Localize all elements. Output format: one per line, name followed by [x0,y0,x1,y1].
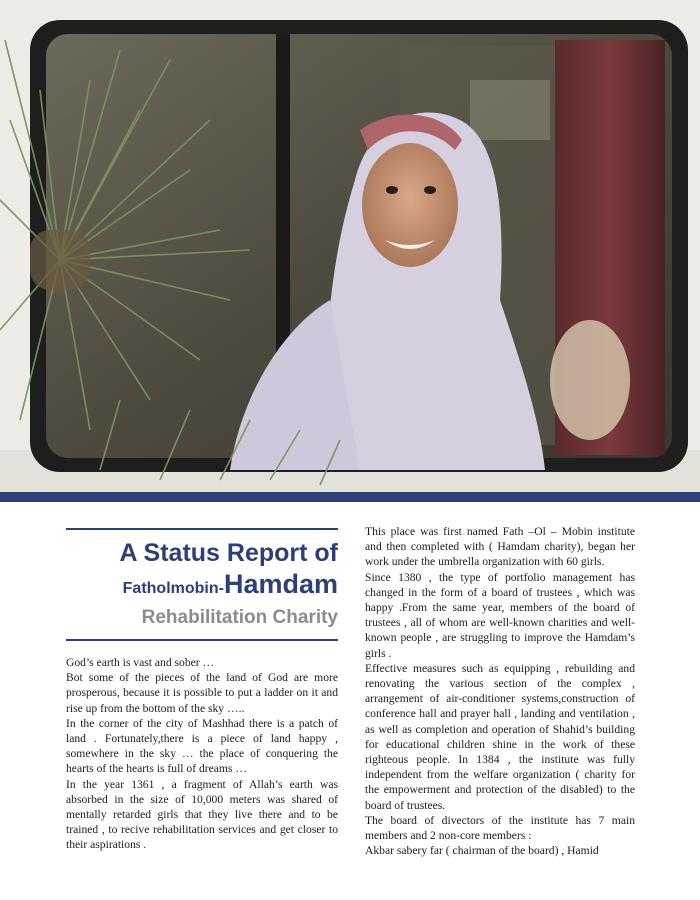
paragraph: Akbar sabery far ( chairman of the board) , Hamid [365,844,599,858]
title-line-2-prefix: Fatholmobin- [122,580,224,597]
title-line-2-main: Hamdam [223,569,338,599]
title-line-1: A Status Report of [119,539,338,567]
paragraph: This place was first named Fath –Ol – Mobin institute and then completed with ( Hamdam charity), began her work under the umbrella organization with 60 girls. [365,525,635,569]
left-text-column [66,655,338,853]
header-rule [0,492,700,502]
paragraph: God’s earth is vast and sober … [66,656,215,669]
right-text-column [365,524,635,858]
paragraph: The board of divectors of the institute has 7 main members and 2 non-core members : [365,813,635,843]
paragraph: In the corner of the city of Mashhad there is a patch of land . Fortunately,there is a piece of land happy , somewhere in the sky … the place of conquering the hearts of the hearts is full of dreams … [66,716,338,776]
paragraph: Since 1380 , the type of portfolio management has changed in the form of a board of trustees , which was happy .From the same year, members of the board of trustees , all of whom are well-known charities and well-known people , are struggling to improve the Hamdam’s girls . [365,570,635,660]
title-line-2 [66,568,338,605]
title-top-rule [66,528,338,530]
paragraph: Effective measures such as equipping , rebuilding and renovating the various section of the complex , arrangement of air-conditioner systems,construction of conference hall and prayer hall , landing and ventilation , as well as completion and operation of Shahid’s building for educational children shine in the work of these righteous people. In 1384 , the institute was fully independent from the welfare organization ( charity for the empowerment and protection of the disabled) to the board of trustees. [365,661,635,812]
title-line-3: Rehabilitation Charity [141,607,338,628]
paragraph: In the year 1361 , a fragment of Allah’s earth was absorbed in the size of 10,000 meters was shared of mentally retarded girls that they live there and to be trained , to recive rehabilitation services and get closer to their aspirations . [66,777,338,852]
article-title-block [66,528,338,641]
title-bottom-rule [66,639,338,641]
paragraph: Bot some of the pieces of the land of God are more prosperous, because it is possible to put a ladder on it and rise up from the bottom of the sky ….. [66,671,338,715]
